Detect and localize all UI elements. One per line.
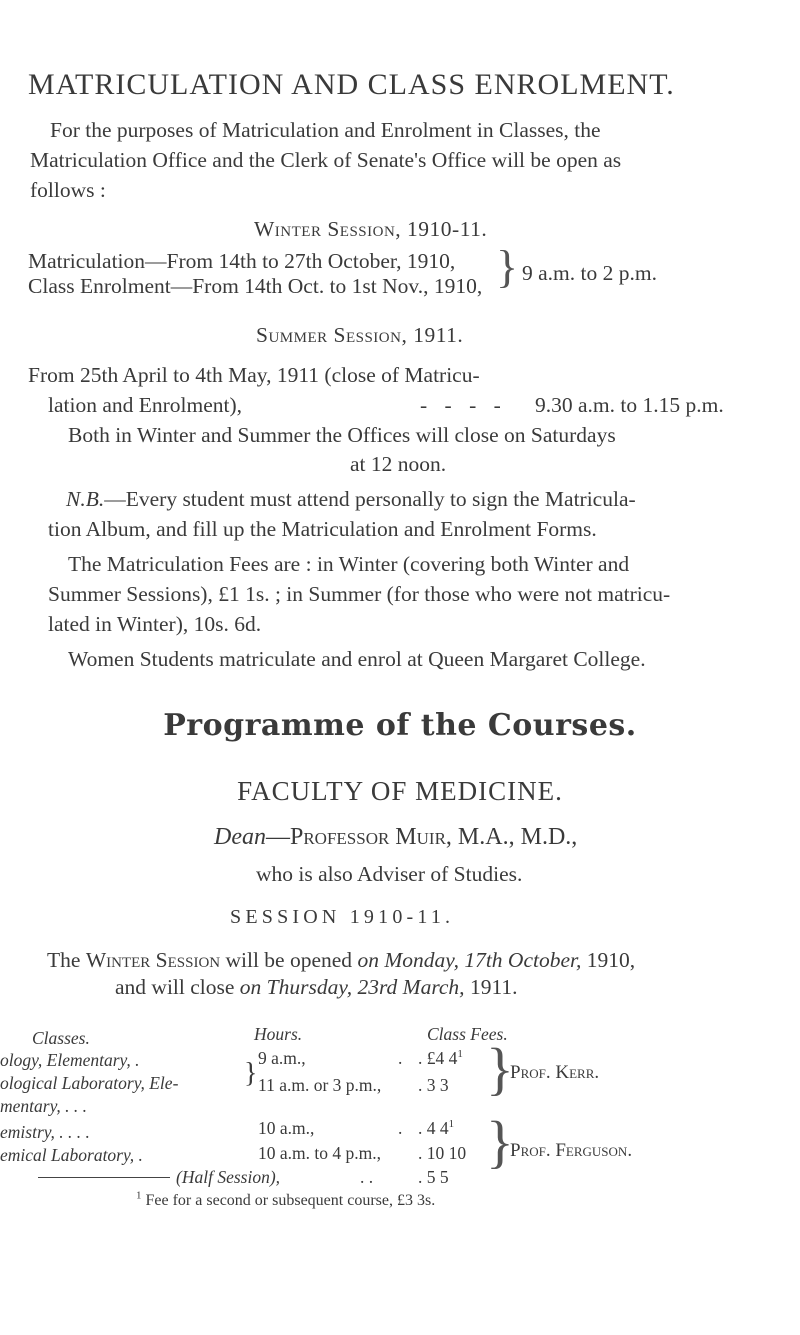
table-header-fees: Class Fees. [427,1024,508,1044]
fee-value: . 4 4 [418,1118,449,1138]
table-row-dots: . [398,1118,403,1138]
prof-kerr: Prof. Kerr. [510,1062,600,1083]
footnote-text: Fee for a second or subsequent course, £3 3s. [141,1192,436,1209]
ferguson-brace: } [486,1109,514,1174]
table-row-hours: (Half Session), [176,1167,281,1187]
dean-name: —Professor Muir, M.A., M.D., [265,824,578,850]
winter-enrolment: Class Enrolment—From 14th Oct. to 1st Nov., 1910, [28,274,483,298]
page-heading: MATRICULATION AND CLASS ENROLMENT. [28,68,675,101]
summer-session-title: Summer Session, 1911. [256,323,464,347]
dean-line [214,824,577,851]
summer-line-1: From 25th April to 4th May, 1911 (close of Matricu- [28,363,480,387]
prof-ferguson: Prof. Ferguson. [510,1140,633,1161]
footnote [136,1189,436,1210]
dean-adviser: who is also Adviser of Studies. [256,862,523,886]
fees-line-3: lated in Winter), 10s. 6d. [48,612,262,636]
session-text-part: will be opened [220,948,358,972]
table-row-fee: . 3 3 [418,1075,449,1095]
fees-line-1: The Matriculation Fees are : in Winter (covering both Winter and [68,552,630,576]
table-row-classes: emical Laboratory, . [0,1145,143,1165]
footnote-ref: 1 [448,1118,455,1131]
session-text-line-1 [47,945,635,975]
table-row-classes: mentary, . . . [0,1096,88,1116]
winter-matriculation: Matriculation—From 14th to 27th October, 1910, [28,249,456,273]
footnote-ref: 1 [457,1048,463,1061]
table-row-fee [418,1118,454,1138]
session-text-line-2 [115,972,518,1002]
kerr-brace: } [486,1036,514,1101]
table-row-fee: . 5 5 [418,1167,449,1187]
winter-hours: 9 a.m. to 2 p.m. [522,261,657,285]
session-title: SESSION 1910-11. [230,906,455,928]
intro-line-3: follows : [30,178,106,202]
table-row-dots: . [398,1048,403,1068]
table-row-hours: 9 a.m., [258,1048,306,1068]
summer-line-2: lation and Enrolment), [48,393,243,417]
winter-session-title: Winter Session, 1910-11. [254,217,488,241]
table-row-fee [418,1048,463,1068]
summer-hours: 9.30 a.m. to 1.15 p.m. [535,393,724,417]
intro-line-2: Matriculation Office and the Clerk of Senate's Office will be open as [30,148,622,172]
table-header-hours: Hours. [254,1024,303,1044]
intro-line-1: For the purposes of Matriculation and Enrolment in Classes, the [50,118,601,142]
table-row-classes: emistry, . . . . [0,1122,90,1142]
session-text-winter: Winter Session [85,948,221,972]
table-row-dots: . . [360,1167,374,1187]
closing-line-2: at 12 noon. [350,452,447,476]
nb-line-2: tion Album, and fill up the Matriculation and Enrolment Forms. [48,517,597,541]
table-row-classes: ological Laboratory, Ele- [0,1073,179,1093]
table-row-fee: . 10 10 [418,1143,467,1163]
session-text-part: 1911. [464,975,518,999]
table-row-hours: 10 a.m. to 4 p.m., [258,1143,381,1163]
session-text-close-date: on Thursday, 23rd March, [239,975,465,999]
session-text-open-date: on Monday, 17th October, [357,948,582,972]
programme-title: Programme of the Courses. [163,708,637,743]
table-row-classes: ology, Elementary, . [0,1050,140,1070]
fees-line-2: Summer Sessions), £1 1s. ; in Summer (for those who were not matricu- [48,582,671,606]
session-text-part: The [47,948,86,972]
session-text-part: and will close [115,975,240,999]
table-row-hours: 11 a.m. or 3 p.m., [258,1075,382,1095]
closing-line-1: Both in Winter and Summer the Offices will close on Saturdays [68,423,616,447]
summer-dots: - - - - [420,393,507,417]
fee-value: . £4 4 [418,1048,458,1068]
nb-label: N.B. [66,487,105,511]
table-dash-rule [38,1177,170,1178]
table-row-hours: 10 a.m., [258,1118,315,1138]
footnote-number: 1 [136,1189,142,1202]
nb-line-1 [66,484,636,514]
session-text-part: 1910, [581,948,636,972]
women-students-note: Women Students matriculate and enrol at Queen Margaret College. [68,647,646,671]
faculty-title: FACULTY OF MEDICINE. [237,776,563,806]
nb-text: —Every student must attend personally to sign the Matricula- [104,487,636,511]
table-brace: } [244,1058,258,1089]
table-header-classes: Classes. [32,1028,90,1048]
dean-label: Dean [214,824,266,850]
winter-brace: } [496,241,519,292]
